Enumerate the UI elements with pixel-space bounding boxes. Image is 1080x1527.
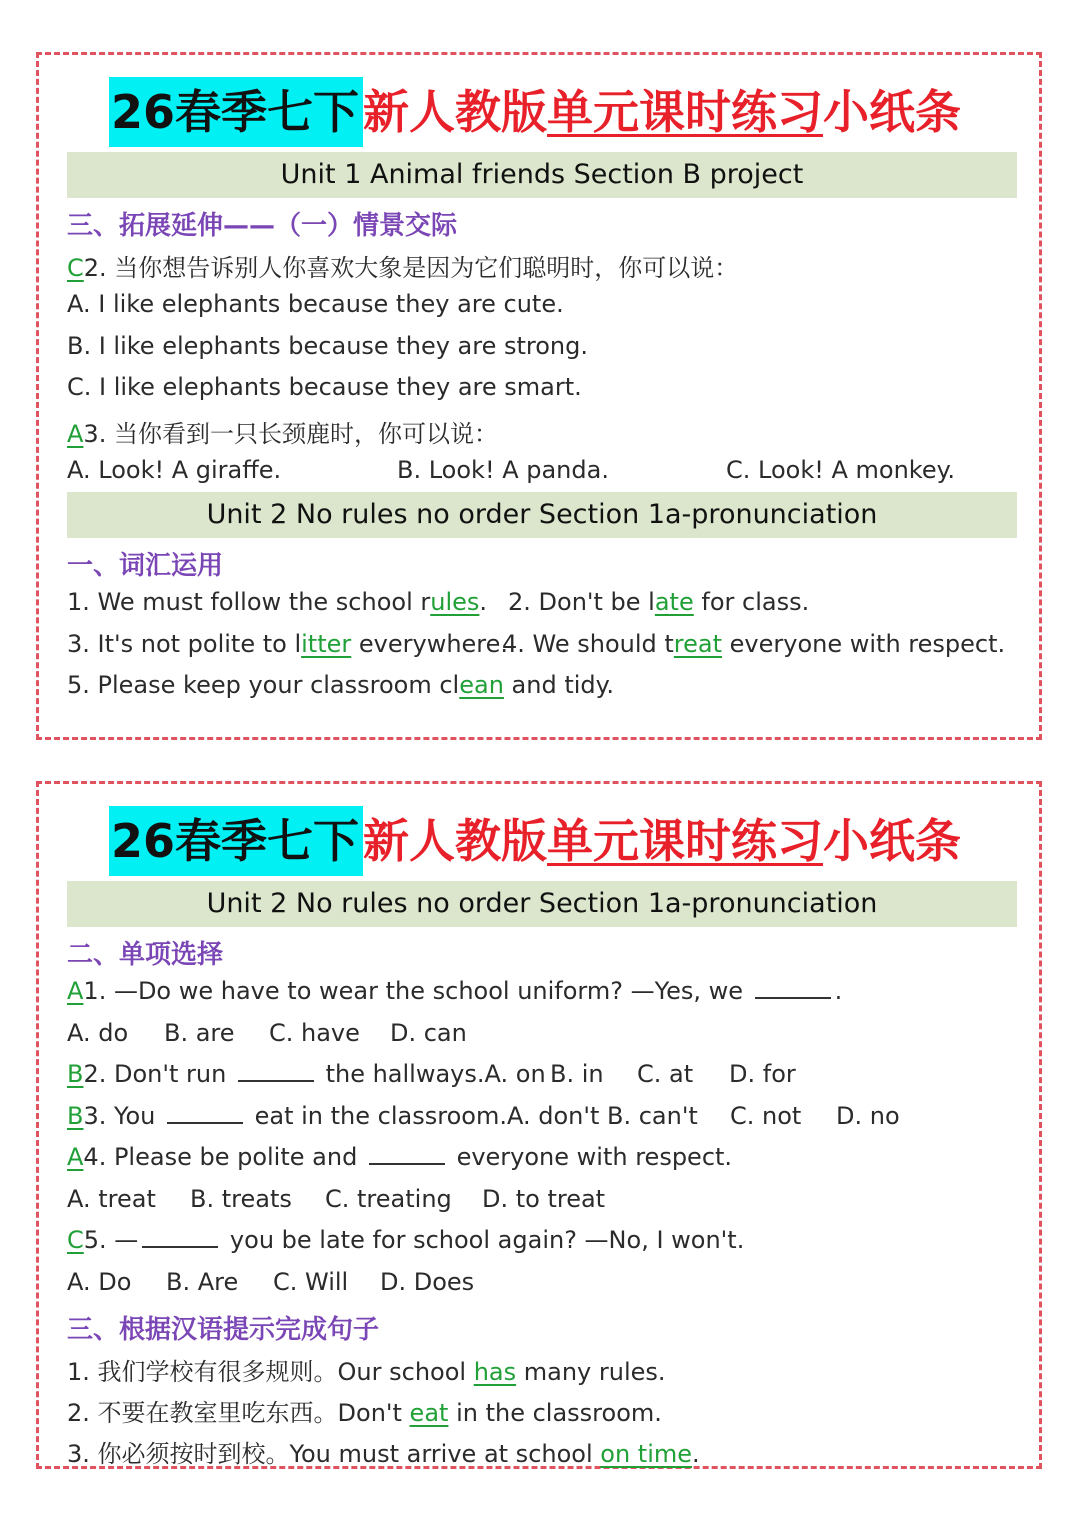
question-stem: 3. You (83, 1102, 163, 1130)
vocab-text: for class. (693, 588, 810, 616)
answer-letter: A (67, 977, 84, 1005)
sentence-item (67, 1434, 700, 1469)
vocab-answer: reat (673, 630, 723, 658)
answer-letter: B (67, 1060, 84, 1088)
vocab-item (508, 588, 809, 616)
sentence-text: 1. 我们学校有很多规则。Our school (67, 1358, 474, 1386)
vocab-answer: ean (459, 671, 504, 699)
sentence-item (67, 1393, 662, 1428)
option: B. in (550, 1060, 604, 1088)
worksheet-card-2 (36, 781, 1042, 1469)
answer-letter: A (67, 420, 84, 448)
sentence-answer: on time (600, 1440, 693, 1468)
answer-blank (755, 977, 831, 999)
option: D. to treat (482, 1185, 606, 1213)
option-row (67, 456, 967, 486)
option: C. treating (325, 1185, 452, 1213)
option: C. Look! A monkey. (726, 456, 956, 484)
title-red: 新人教版 (363, 85, 548, 139)
section-heading: 三、拓展延伸——（一）情景交际 (67, 211, 458, 241)
question-stem: eat in the classroom.A. don't (247, 1102, 600, 1130)
vocab-text: 3. It's not polite to l (67, 630, 302, 658)
question-stem: 2. 当你想告诉别人你喜欢大象是因为它们聪明时，你可以说： (83, 254, 739, 282)
question-stem: 1. —Do we have to wear the school uniform? —Yes, we (83, 977, 751, 1005)
vocab-text: 5. Please keep your classroom cl (67, 671, 460, 699)
vocab-text: 2. Don't be l (508, 588, 655, 616)
mc-question-2 (67, 1060, 967, 1090)
title-end: 小纸条 (823, 814, 962, 868)
title-underlined: 单元课时练习 (547, 814, 824, 868)
section-heading: 一、词汇运用 (67, 551, 224, 581)
option: C. at (637, 1060, 694, 1088)
option-row (67, 1019, 567, 1049)
option: C. not (730, 1102, 802, 1130)
option: B. Look! A panda. (397, 456, 609, 484)
answer-blank (369, 1143, 445, 1165)
option: A. treat (67, 1185, 156, 1213)
answer-letter: A (67, 1143, 84, 1171)
question-2 (67, 248, 738, 283)
worksheet-card-1 (36, 52, 1042, 740)
option-row (67, 1185, 717, 1215)
title-red: 新人教版 (363, 814, 548, 868)
option-line: C. I like elephants because they are smart. (67, 373, 582, 401)
section-heading: 二、单项选择 (67, 940, 224, 970)
question-stem: everyone with respect. (448, 1143, 733, 1171)
vocab-item (67, 671, 614, 699)
question-stem: the hallways.A. on (317, 1060, 546, 1088)
unit-banner: Unit 1 Animal friends Section B project (67, 152, 1017, 198)
option: A. Do (67, 1268, 132, 1296)
vocab-text: 4. We should t (502, 630, 674, 658)
answer-letter: C (67, 254, 84, 282)
mc-question-1 (67, 977, 842, 1005)
card-title (109, 806, 961, 876)
vocab-text: everywhere. (351, 630, 509, 658)
vocab-text: and tidy. (503, 671, 615, 699)
question-stem: 2. Don't run (83, 1060, 234, 1088)
answer-letter: C (67, 1226, 84, 1254)
mc-question-5 (67, 1226, 744, 1254)
sentence-answer: has (473, 1358, 517, 1386)
option: D. no (836, 1102, 900, 1130)
sentence-text: 2. 不要在教室里吃东西。Don't (67, 1399, 410, 1427)
option: D. Does (380, 1268, 475, 1296)
answer-blank (142, 1226, 218, 1248)
option: C. have (269, 1019, 360, 1047)
vocab-answer: ate (654, 588, 694, 616)
unit-banner: Unit 2 No rules no order Section 1a-pronunciation (67, 492, 1017, 538)
vocab-answer: itter (301, 630, 352, 658)
option: B. are (164, 1019, 235, 1047)
question-stem: 4. Please be polite and (83, 1143, 365, 1171)
option: B. can't (607, 1102, 698, 1130)
answer-blank (167, 1102, 243, 1124)
option-row (67, 1268, 567, 1298)
mc-question-4 (67, 1143, 732, 1171)
option: A. Look! A giraffe. (67, 456, 282, 484)
option: A. do (67, 1019, 129, 1047)
vocab-answer: ules (430, 588, 480, 616)
option-line: B. I like elephants because they are strong. (67, 332, 588, 360)
option: B. Are (166, 1268, 239, 1296)
option-line: A. I like elephants because they are cute. (67, 290, 564, 318)
answer-blank (238, 1060, 314, 1082)
mc-question-3 (67, 1102, 967, 1132)
answer-letter: B (67, 1102, 84, 1130)
vocab-text: everyone with respect. (722, 630, 1006, 658)
option: D. for (729, 1060, 796, 1088)
sentence-text: 3. 你必须按时到校。You must arrive at school (67, 1440, 601, 1468)
question-3 (67, 414, 498, 449)
question-stem: 5. — (83, 1226, 139, 1254)
vocab-item (67, 588, 487, 616)
title-underlined: 单元课时练习 (547, 85, 824, 139)
card-title (109, 77, 961, 147)
sentence-text: many rules. (516, 1358, 666, 1386)
unit-banner: Unit 2 No rules no order Section 1a-pronunciation (67, 881, 1017, 927)
question-stem: . (834, 977, 843, 1005)
vocab-item (67, 630, 508, 658)
vocab-text: 1. We must follow the school r (67, 588, 431, 616)
question-stem: you be late for school again? —No, I won't. (222, 1226, 745, 1254)
sentence-item (67, 1352, 666, 1387)
title-highlight: 26春季七下 (109, 77, 363, 147)
section-heading: 三、根据汉语提示完成句子 (67, 1315, 380, 1345)
question-stem: 3. 当你看到一只长颈鹿时，你可以说： (83, 420, 498, 448)
option: D. can (390, 1019, 467, 1047)
option: B. treats (190, 1185, 292, 1213)
vocab-text: . (479, 588, 488, 616)
title-highlight: 26春季七下 (109, 806, 363, 876)
vocab-item (502, 630, 1005, 658)
sentence-answer: eat (409, 1399, 449, 1427)
sentence-text: . (692, 1440, 700, 1468)
option: C. Will (273, 1268, 349, 1296)
sentence-text: in the classroom. (448, 1399, 662, 1427)
title-end: 小纸条 (823, 85, 962, 139)
